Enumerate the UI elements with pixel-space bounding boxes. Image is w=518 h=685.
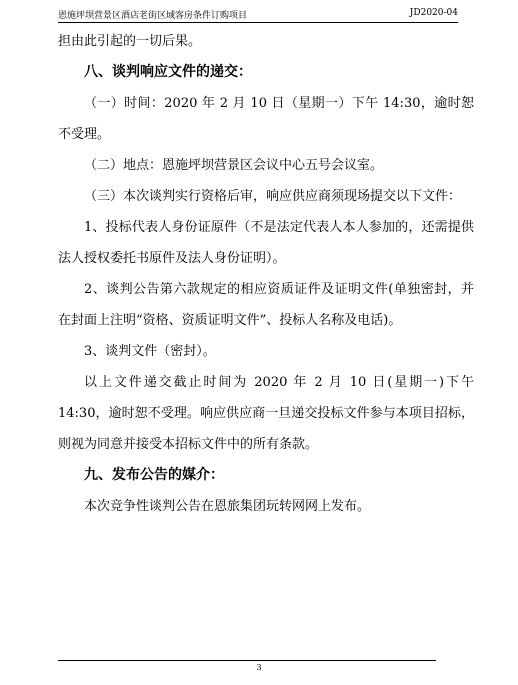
header-title: 恩施坪坝营景区酒店老街区域客房条件订购项目	[58, 11, 248, 21]
section-heading: 八、谈判响应文件的递交：	[84, 64, 252, 80]
paragraph: （三）本次谈判实行资格后审，响应供应商须现场提交以下文件：	[84, 189, 462, 204]
header-code: JD2020-04	[409, 8, 458, 18]
document-body	[58, 26, 474, 522]
footer-divider	[58, 660, 436, 661]
paragraph: 本次竞争性谈判公告在恩旅集团玩转网网上发布。	[84, 499, 371, 514]
paragraph: （一）时间：2020 年 2 月 10 日（星期一）下午 14:30，逾时恕不受理。	[58, 96, 474, 142]
paragraph: 2、谈判公告第六款规定的相应资质证件及证明文件(单独密封，并在封面上注明“资格、资质证明文件”、投标人名称及电话)。	[58, 282, 474, 328]
paragraph: 1、投标代表人身份证原件（不是法定代表人本人参加的，还需提供法人授权委托书原件及法人身份证明）。	[58, 220, 474, 266]
page-number: 3	[256, 663, 262, 672]
section-heading: 九、发布公告的媒介：	[84, 467, 224, 483]
page-header	[58, 6, 458, 23]
paragraph: 以上文件递交截止时间为 2020 年 2 月 10 日(星期一)下午 14:30，逾时恕不受理。响应供应商一旦递交投标文件参与本项目招标，则视为同意并接受本招标文件中的所有条款。	[58, 375, 474, 452]
paragraph: 3、谈判文件（密封）。	[84, 344, 216, 359]
paragraph: （二）地点：恩施坪坝营景区会议中心五号会议室。	[84, 158, 384, 173]
paragraph: 担由此引起的一切后果。	[58, 34, 202, 49]
